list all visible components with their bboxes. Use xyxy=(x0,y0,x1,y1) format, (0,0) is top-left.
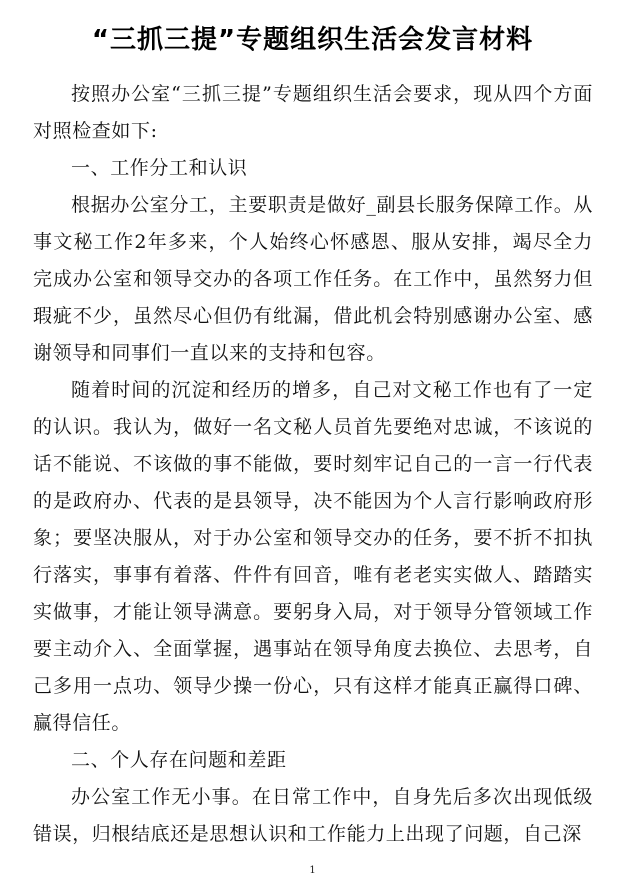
section-heading-problems: 二、个人存在问题和差距 xyxy=(71,749,287,771)
section-heading-work-division: 一、工作分工和认识 xyxy=(71,157,248,179)
paragraph-duties: 根据办公室分工，主要职责是做好_副县长服务保障工作。从事文秘工作2年多来，个人始终心怀感恩、服从安排，竭尽全力完成办公室和领导交办的各项工作任务。在工作中，虽然努力但瑕疵不少，虽然尽心但仍有纰漏，借此机会特别感谢办公室、感谢领导和同事们一直以来的支持和包容。 xyxy=(33,194,593,364)
paragraph-problems: 办公室工作无小事。在日常工作中，自身先后多次出现低级错误，归根结底还是思想认识和工作能力上出现了问题，自己深 xyxy=(33,786,593,845)
document-body xyxy=(33,76,593,853)
paragraph-understanding: 随着时间的沉淀和经历的增多，自己对文秘工作也有了一定的认识。我认为，做好一名文秘人员首先要绝对忠诚，不该说的话不能说、不该做的事不能做，要时刻牢记自己的一言一行代表的是政府办、代表的是县领导，决不能因为个人言行影响政府形象；要坚决服从，对于办公室和领导交办的任务，要不折不扣执行落实，事事有着落、件件有回音，唯有老老实实做人、踏踏实实做事，才能让领导满意。要躬身入局，对于领导分管领域工作要主动介入、全面掌握，遇事站在领导角度去换位、去思考，自己多用一点功、领导少操一份心，只有这样才能真正赢得口碑、赢得信任。 xyxy=(33,379,593,734)
page-number: 1 xyxy=(309,865,316,876)
intro-paragraph: 按照办公室“三抓三提”专题组织生活会要求，现从四个方面对照检查如下: xyxy=(33,83,593,142)
document-title: “三抓三提”专题组织生活会发言材料 xyxy=(91,25,534,55)
